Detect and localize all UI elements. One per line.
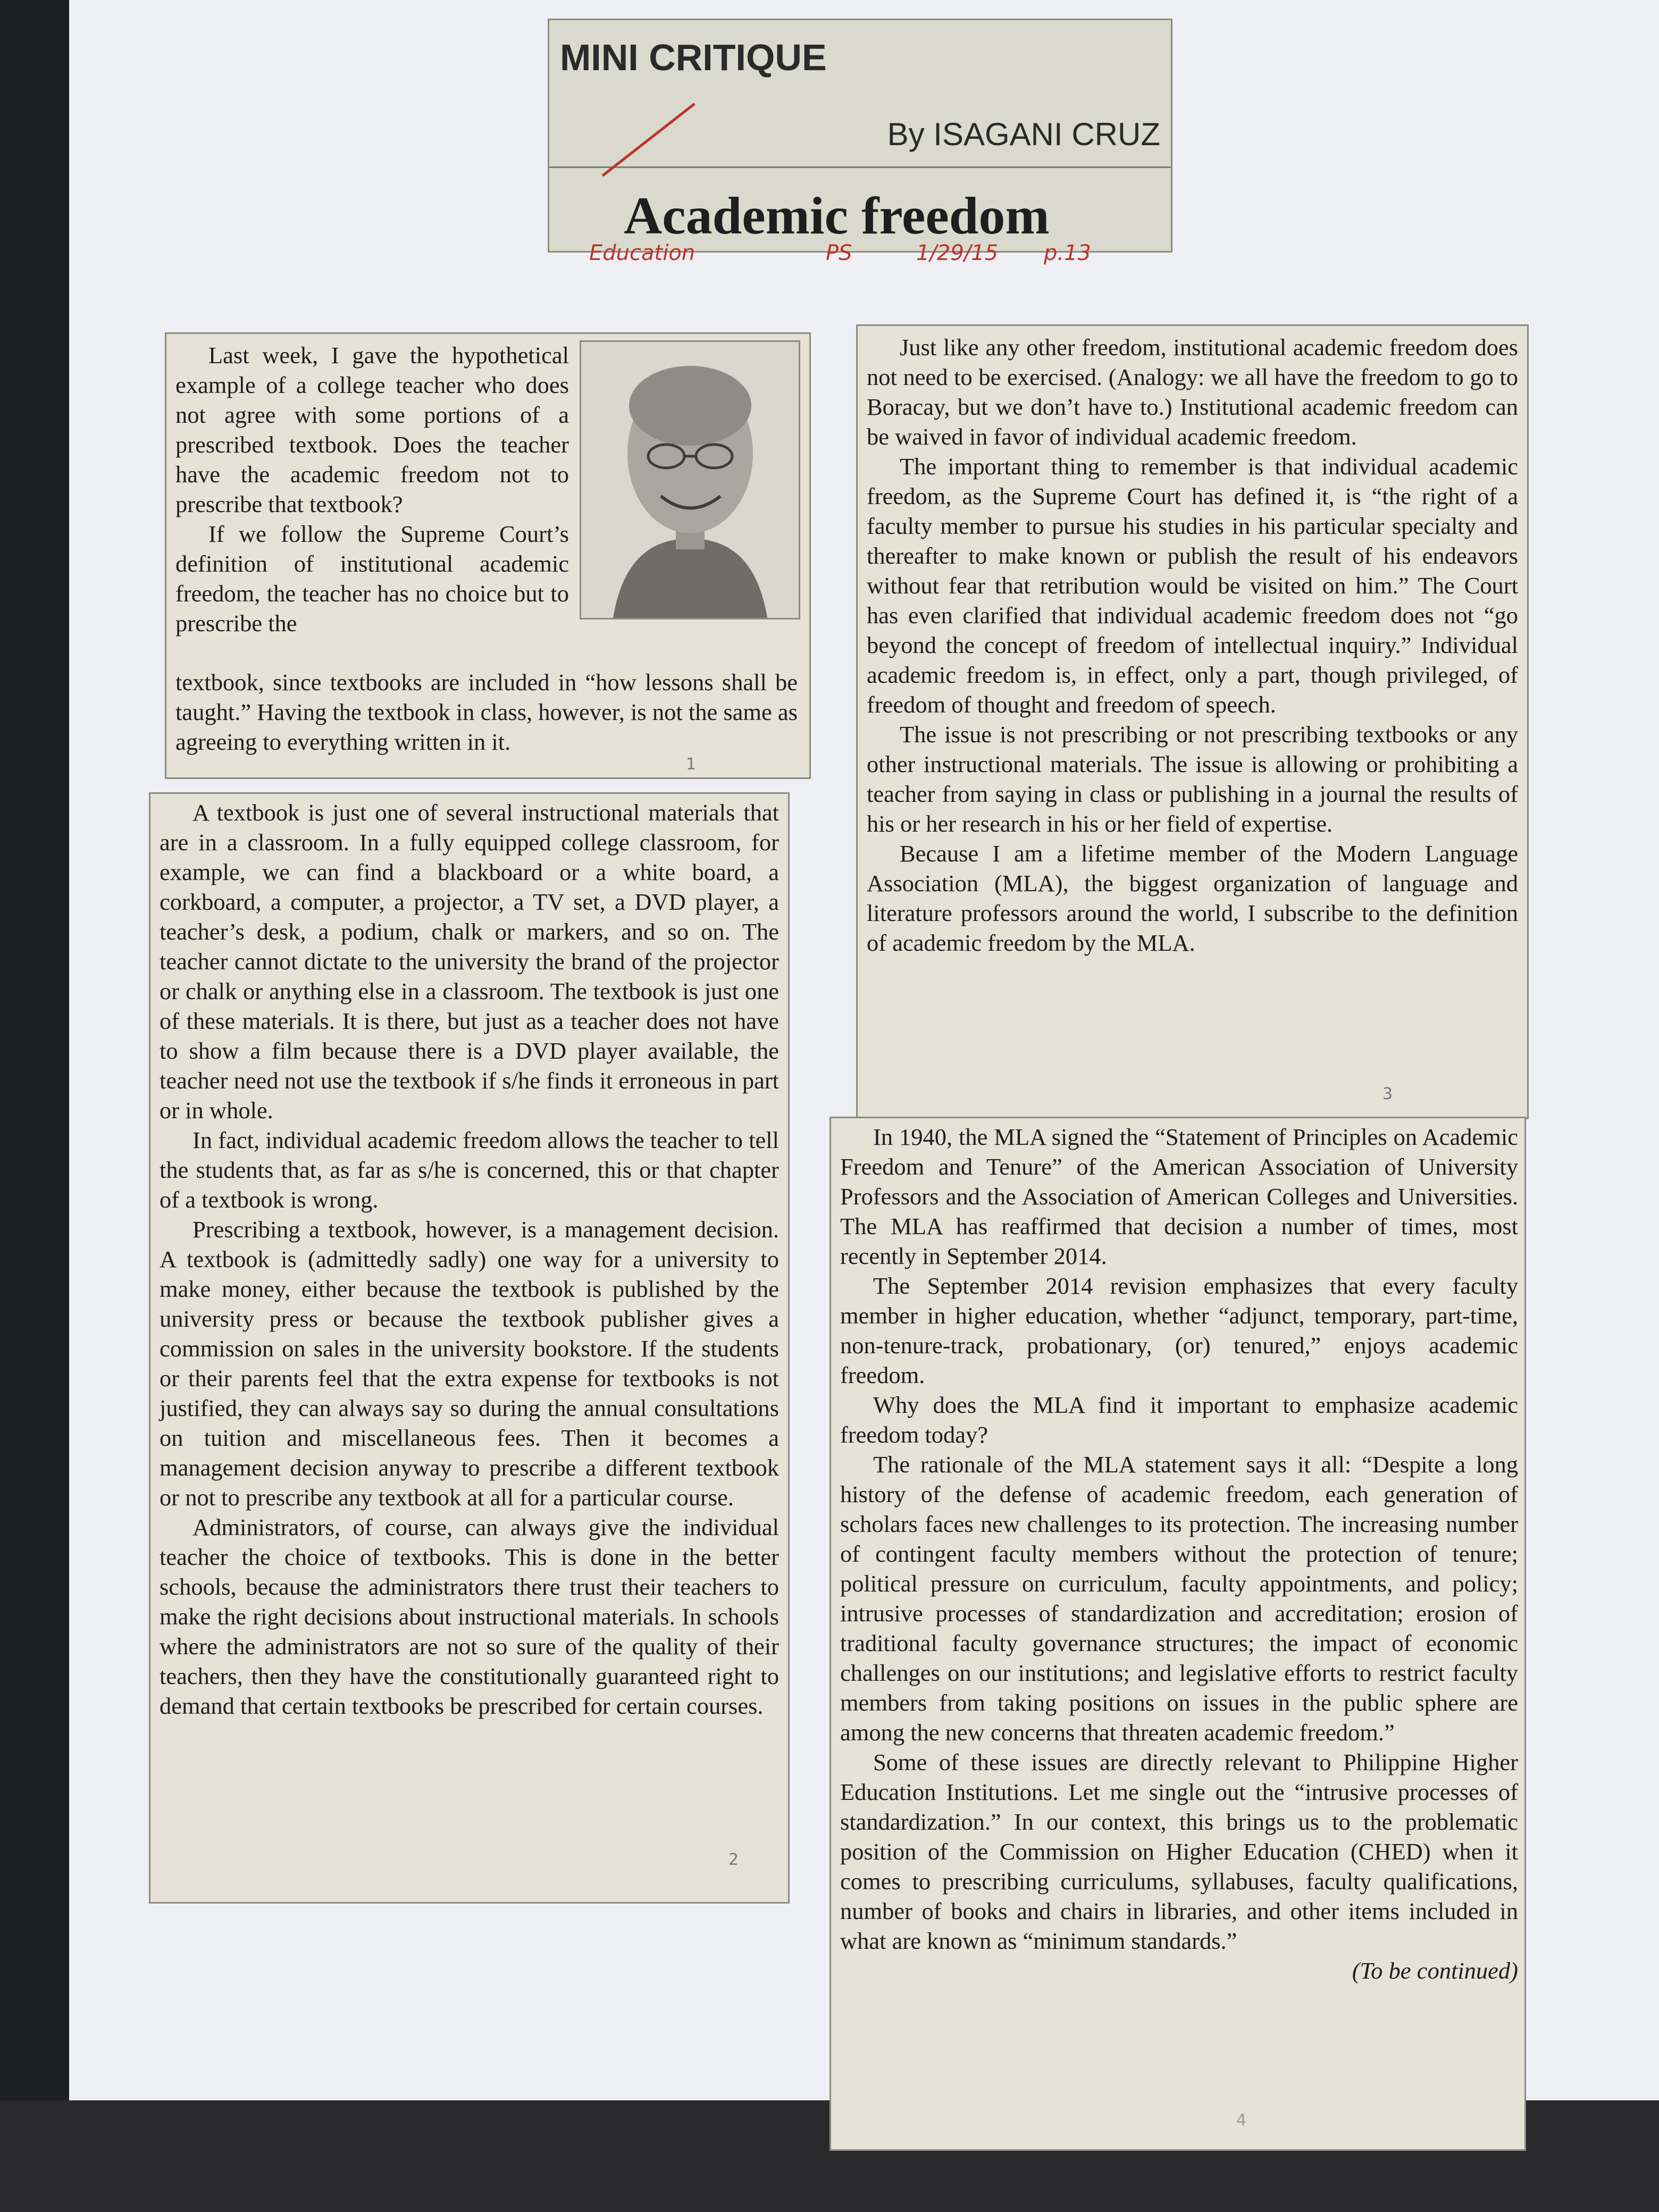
paragraph: Because I am a lifetime member of the Modern Language Association (MLA), the biggest organization of language and literature professors around the world, I subscribe to the definition of academic freedom by the MLA. [867, 840, 1518, 956]
author-portrait-image [581, 342, 799, 618]
page-mark-2: 2 [728, 1850, 739, 1869]
column-kicker: MINI CRITIQUE [560, 37, 827, 78]
headline: Academic freedom [624, 186, 1050, 245]
paragraph: Prescribing a textbook, however, is a management decision. A textbook is (admittedly sadly) one way for a university to make money, either because the textbook is published by the university press or because the textbook publisher gives a commission on sales in the university bookstore. If the students or their parents feel that the extra expense for textbooks is not justified, they can always say so during the annual consultations on tuition and miscellaneous fees. Then it becomes a management decision anyway to prescribe a different textbook or not to prescribe any textbook at all for a particular course. [160, 1216, 779, 1511]
paragraph: In fact, individual academic freedom allows the teacher to tell the students that, as far as s/he is concerned, this or that chapter of a textbook is wrong. [160, 1127, 779, 1213]
annotation-date: 1/29/15 [916, 241, 999, 265]
paragraph-2-end: textbook, since textbooks are included in “how lessons shall be taught.” Having the textbook in class, however, is not the same as agreeing to everything written in it. [175, 669, 798, 755]
paragraph: The important thing to remember is that individual academic freedom, as the Supreme Court has defined it, is “the right of a faculty member to pursue his studies in his particular specialty and thereafter to make known or publish the result of his endeavors without fear that retribution would be visited on him.” The Court has even clarified that individual academic freedom does not “go beyond the concept of freedom of intellectual inquiry.” Individual academic freedom is, in effect, only a part, though privileged, of freedom of thought and freedom of speech. [867, 453, 1518, 718]
background-left-edge [0, 0, 69, 2212]
paragraph: A textbook is just one of several instructional materials that are in a classroom. In a fully equipped college classroom, for example, we can find a blackboard or a white board, a corkboard, a computer, a projector, a TV set, a DVD player, a teacher’s desk, a podium, chalk or markers, and so on. The teacher cannot dictate to the university the brand of the projector or chalk or anything else in a classroom. The textbook is just one of these materials. It is there, but just as a teacher does not have to show a film because there is a DVD player available, the teacher need not use the textbook if s/he finds it erroneous in part or in whole. [160, 799, 779, 1124]
annotation-section: Education [589, 241, 696, 265]
paragraph-1: Last week, I gave the hypothetical example of a college teacher who does not agree with some portions of a prescribed textbook. Does the teacher have the academic freedom not to prescribe that textbook? [175, 342, 569, 517]
red-pen-mark [601, 103, 695, 177]
paragraph: In 1940, the MLA signed the “Statement of Principles on Academic Freedom and Tenure” of the American Association of University Professors and the Association of American Colleges and Universities. The MLA has reaffirmed that decision a number of times, most recently in September 2014. [840, 1124, 1518, 1269]
paragraph-2-start: If we follow the Supreme Court’s definition of institutional academic freedom, the teacher has no choice but to prescribe the [175, 521, 569, 636]
to-be-continued: (To be continued) [1352, 1957, 1518, 1984]
article-text-col2 [160, 798, 779, 1721]
byline: By ISAGANI CRUZ [887, 116, 1160, 152]
page-mark-3: 3 [1382, 1085, 1393, 1103]
paragraph: The September 2014 revision emphasizes that every faculty member in higher education, whether “adjunct, temporary, part-time, non-tenure-track, probationary, (or) tenured,” enjoys academic freedom. [840, 1272, 1518, 1388]
header-rule [549, 166, 1171, 168]
article-text-col4 [840, 1122, 1518, 1985]
article-text-col1-bottom [175, 667, 798, 757]
annotation-initials: PS [826, 241, 852, 265]
author-photo [580, 340, 800, 619]
paragraph: The rationale of the MLA statement says it all: “Despite a long history of the defense of academic freedom, each generation of scholars faces new challenges to its protection. The increasing number of contingent faculty members without the protection of tenure; political pressure on curriculum, faculty appointments, and policy; intrusive processes of standardization and accreditation; erosion of traditional faculty governance structures; the impact of economic challenges on our institutions; and legislative efforts to restrict faculty members from taking positions on issues in the public sphere are among the new concerns that threaten academic freedom.” [840, 1451, 1518, 1746]
page-mark-4: 4 [1236, 2111, 1247, 2130]
annotation-page: p.13 [1044, 241, 1092, 265]
article-text-col1-top [175, 340, 569, 638]
article-text-col3 [867, 332, 1518, 958]
page-mark-1: 1 [686, 755, 697, 774]
header-clipping [548, 19, 1172, 265]
paragraph: Administrators, of course, can always give the individual teacher the choice of textbooks. This is done in the better schools, because the administrators there trust their teachers to make the right decisions about instructional materials. In schools where the administrators are not so sure of the quality of their teachers, then they have the constitutionally guaranteed right to demand that certain textbooks be prescribed for certain courses. [160, 1514, 779, 1719]
paragraph: Just like any other freedom, institutional academic freedom does not need to be exercised. (Analogy: we all have the freedom to go to Boracay, but we don’t have to.) Institutional academic freedom can be waived in favor of individual academic freedom. [867, 334, 1518, 450]
paragraph: Some of these issues are directly relevant to Philippine Higher Education Institutions. Let me single out the “intrusive processes of standardization.” In our context, this brings us to the problematic position of the Commission on Higher Education (CHED) when it comes to prescribing curriculums, syllabuses, faculty qualifications, number of books and chairs in libraries, and other items included in what are known as “minimum standards.” [840, 1749, 1518, 1954]
paragraph: Why does the MLA find it important to emphasize academic freedom today? [840, 1392, 1518, 1448]
paragraph: The issue is not prescribing or not prescribing textbooks or any other instructional materials. The issue is allowing or prohibiting a teacher from saying in class or publishing in a journal the results of his or her research in his or her field of expertise. [867, 721, 1518, 837]
